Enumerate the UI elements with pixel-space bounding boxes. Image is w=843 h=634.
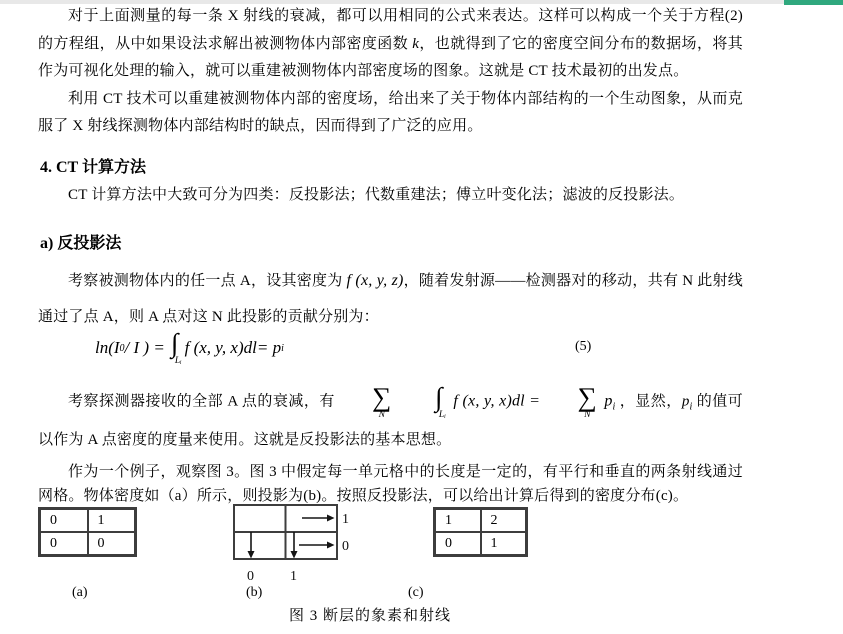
math-pi-sub: i: [612, 401, 616, 413]
paragraph-5-eq: =: [529, 392, 545, 410]
figure-c-table: [433, 507, 528, 557]
paragraph-1-text-cont: ，也就得到了它的密度空间分布的数据场，将其作为可视化处理的输入，就可以重建被测物体内部密度场的图象。这就是 CT 技术最初的出发点。: [38, 35, 743, 79]
paragraph-2: 利用 CT 技术可以重建被测物体内部的密度场，给出来了关于物体内部结构的一个生动图象，从而克服了 X 射线探测物体内部结构时的缺点，因而得到了广泛的应用。: [38, 90, 743, 134]
table-cell: 0: [40, 509, 88, 532]
paragraph-block-intro: [38, 3, 743, 141]
table-cell: 2: [481, 509, 527, 532]
integral-operator-2: [402, 379, 446, 425]
paragraph-5-text-2: ，显然，: [615, 393, 682, 410]
table-cell: 0: [88, 532, 136, 555]
figure-b-svg: [224, 502, 359, 584]
projection-label-row-1: 1: [342, 512, 349, 527]
integral-subscript: Lᵢ: [438, 410, 447, 420]
paragraph-1: [38, 3, 743, 86]
integral-subscript: Lᵢ: [174, 356, 182, 366]
equation-number-5: (5): [575, 339, 592, 354]
formula-5-sub0: 0: [119, 342, 125, 354]
paragraph-4-text: 考察被测物体内的任一点 A，设其密度为: [68, 273, 347, 289]
figure-caption: 图 3 断层的象素和射线: [289, 608, 452, 624]
projection-label-row-2: 0: [342, 539, 349, 554]
sum-glyph: ∑: [577, 382, 598, 412]
paragraph-1-text: 对于上面测量的每一条 X 射线的衰减，都可以用相同的公式来表达。这样可以构成一个关于方程(2)的方程组，从中如果设法求解出被测物体内部密度函数: [38, 8, 743, 52]
projection-label-col-1: 0: [247, 569, 254, 584]
math-pi-2-sub: i: [689, 401, 693, 413]
table-cell: 1: [481, 532, 527, 555]
ray-arrowhead: [248, 551, 255, 559]
table-cell: 1: [435, 509, 481, 532]
section-heading-4: 4. CT 计算方法: [40, 159, 146, 176]
math-var-k: k: [412, 35, 420, 52]
sum-operator-2: [548, 379, 597, 425]
figure-b-arrows: [248, 515, 335, 559]
ray-arrowhead: [327, 542, 335, 549]
sum-subscript: N: [584, 410, 591, 420]
sum-operator-1: [342, 379, 391, 425]
formula-5: [38, 330, 743, 374]
ray-arrowhead: [327, 515, 335, 522]
subsection-heading-a: a) 反投影法: [40, 235, 122, 252]
formula-5-eq: = p: [256, 338, 282, 357]
formula-5-expression: [95, 330, 284, 366]
ray-arrowhead: [291, 551, 298, 559]
figure-a-table: [38, 507, 137, 557]
paragraph-5-text: 考察探测器接收的全部 A 点的衰减，有: [68, 393, 335, 410]
integral-glyph: ∫: [435, 382, 443, 412]
formula-5-lhs: ln(I: [95, 338, 120, 357]
paragraph-5: [38, 379, 743, 455]
paragraph-6: 作为一个例子，观察图 3。图 3 中假定每一单元格中的长度是一定的，有平行和垂直的两条射线通过网格。物体密度如（a）所示，则投影为(b)。按照反投影法，可以给出计算后得到的密度分布(c)。: [38, 464, 743, 504]
sum-subscript: N: [378, 410, 386, 420]
figure-a-label: (a): [72, 585, 88, 600]
math-pi: p: [604, 392, 613, 410]
table-cell: 1: [88, 509, 136, 532]
paragraph-5-integrand: f (x, y, x)dl: [453, 392, 525, 410]
formula-5-integrand: f (x, y, x)dl: [184, 338, 257, 357]
sum-glyph: ∑: [372, 382, 392, 412]
paragraph-4: [38, 263, 743, 335]
figure-b-grid: [234, 505, 337, 559]
math-pi-2: p: [681, 393, 690, 410]
table-cell: 0: [40, 532, 88, 555]
projection-label-col-2: 1: [290, 569, 297, 584]
figure-c-label: (c): [408, 585, 424, 600]
paragraph-5-text-3: 的值可以作为 A 点密度的度量来使用。这就是反投影法的基本思想。: [38, 393, 743, 448]
top-progress-indicator: [784, 0, 843, 5]
integral-operator: [168, 330, 182, 366]
formula-5-subi: i: [281, 342, 284, 354]
paragraph-3: CT 计算方法中大致可分为四类：反投影法；代数重建法；傅立叶变化法；滤波的反投影法。: [68, 187, 685, 203]
figure-b-label: (b): [246, 585, 263, 600]
figure-b-rays: [224, 502, 359, 589]
formula-5-mid: / I ) =: [124, 338, 165, 357]
math-fxyz: f (x, y, z): [346, 272, 404, 289]
integral-glyph: ∫: [171, 328, 179, 358]
table-cell: 0: [435, 532, 481, 555]
paragraph-4-text-cont: ，随着发射源——检测器对的移动，共有 N 此射线通过了点 A，则 A 点对这 N 此投影的贡献分别为：: [38, 273, 743, 325]
